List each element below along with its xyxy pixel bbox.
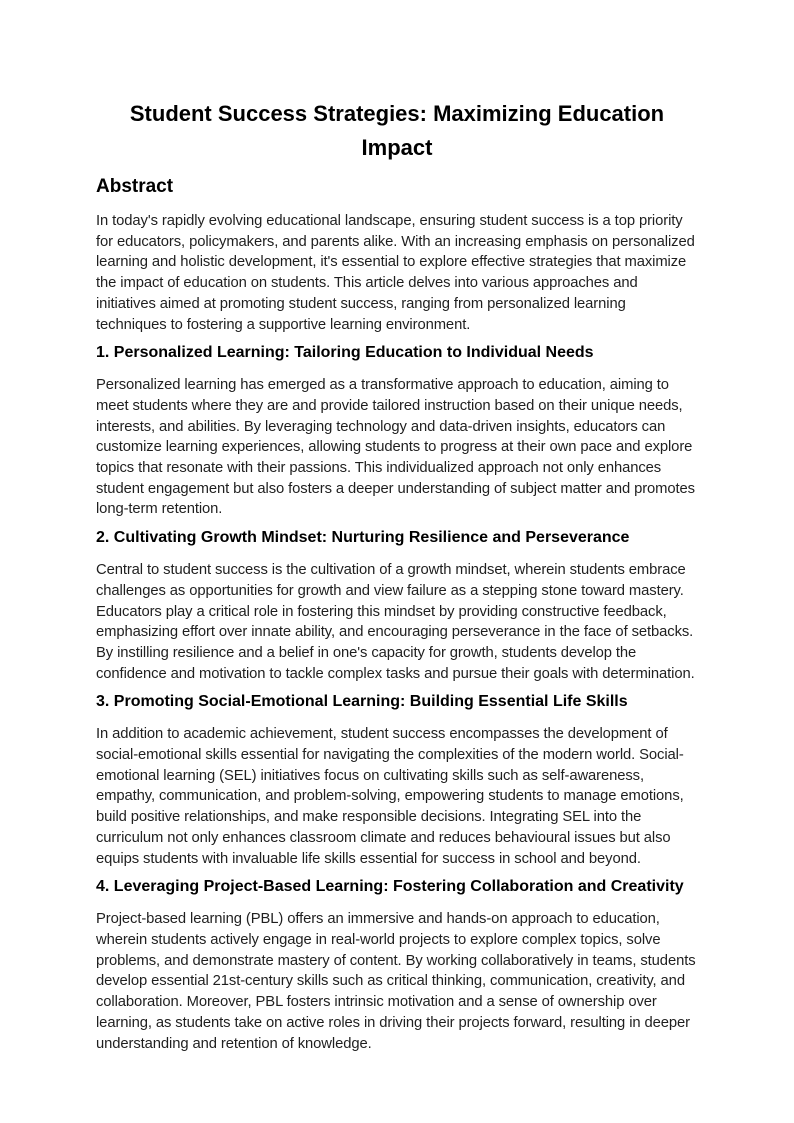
document-title: Student Success Strategies: Maximizing Education Impact [129,101,665,160]
section-1-heading: 1. Personalized Learning: Tailoring Education to Individual Needs [96,344,594,362]
section-3-paragraph: In addition to academic achievement, student success encompasses the development of social-emotional skills essential for navigating the complexities of the modern world. Social-emotional learning (SEL) initiatives focus on cultivating skills such as self-awareness, empathy, communication, and problem-solving, empowering students to manage emotions, build positive relationships, and make responsible decisions. Integrating SEL into the curriculum not only enhances classroom climate and reduces behavioural issues but also equips students with invaluable life skills essential for success in school and beyond. [96,726,684,867]
section-1-paragraph: Personalized learning has emerged as a transformative approach to education, aiming to meet students where they are and provide tailored instruction based on their unique needs, interests, and abilities. By leveraging technology and data-driven insights, educators can customize learning experiences, allowing students to progress at their own pace and explore topics that resonate with their passions. This individualized approach not only enhances student engagement but also fosters a deeper understanding of subject matter and promotes long-term retention. [96,377,695,518]
section-2-paragraph: Central to student success is the cultivation of a growth mindset, wherein students embrace challenges as opportunities for growth and view failure as a stepping stone toward mastery. Educators play a critical role in fostering this mindset by providing constructive feedback, emphasizing effort over innate ability, and encouraging perseverance in the face of setbacks. By instilling resilience and a belief in one's capacity for growth, students develop the confidence and motivation to tackle complex tasks and pursue their goals with determination. [96,562,695,682]
abstract-heading: Abstract [96,176,174,197]
section-4-heading: 4. Leveraging Project-Based Learning: Fostering Collaboration and Creativity [96,878,684,896]
section-3-heading: 3. Promoting Social-Emotional Learning: Building Essential Life Skills [96,693,628,711]
section-2-heading: 2. Cultivating Growth Mindset: Nurturing Resilience and Perseverance [96,529,630,547]
section-4-paragraph: Project-based learning (PBL) offers an immersive and hands-on approach to education, wherein students actively engage in real-world projects to explore complex topics, solve problems, and demonstrate mastery of content. By working collaboratively in teams, students develop essential 21st-century skills such as critical thinking, communication, creativity, and collaboration. Moreover, PBL fosters intrinsic motivation and a sense of ownership over learning, as students take on active roles in driving their projects forward, resulting in deeper understanding and retention of knowledge. [96,911,696,1052]
abstract-paragraph: In today's rapidly evolving educational landscape, ensuring student success is a top priority for educators, policymakers, and parents alike. With an increasing emphasis on personalized learning and holistic development, it's essential to explore effective strategies that maximize the impact of education on students. This article delves into various approaches and initiatives aimed at promoting student success, ranging from personalized learning techniques to fostering a supportive learning environment. [96,213,695,333]
